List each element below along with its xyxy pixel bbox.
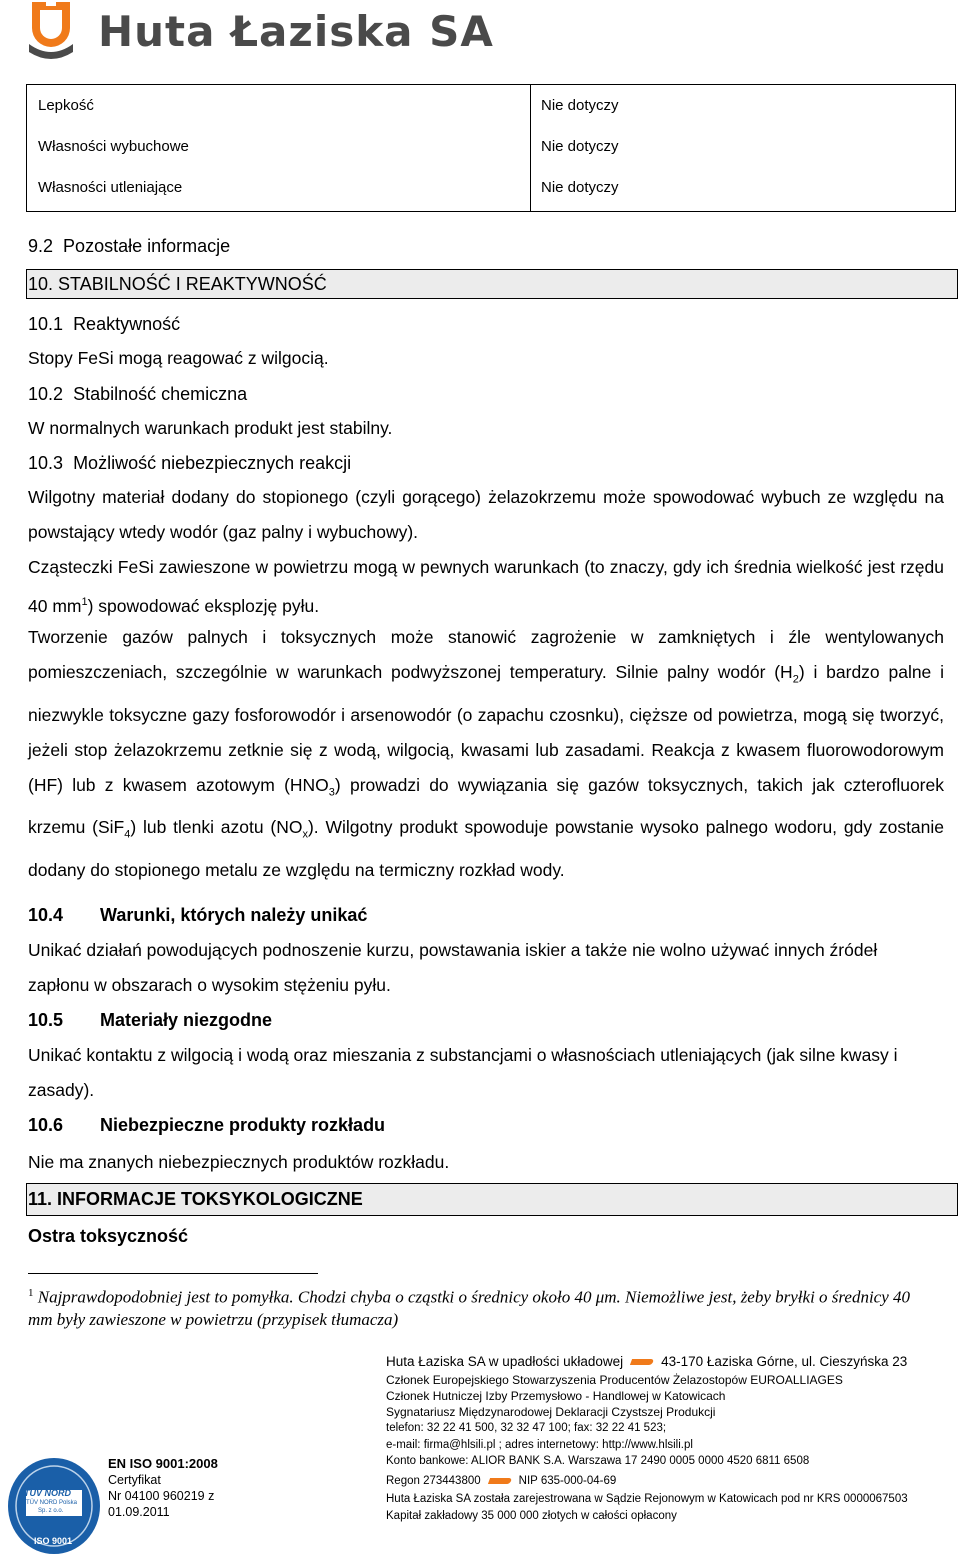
section-title: Materiały niezgodne bbox=[100, 1010, 273, 1030]
section-10-3-paragraph-3 bbox=[28, 620, 944, 888]
company-line-2: Członek Europejskiego Stowarzyszenia Producentów Żelazostopów EUROALLIAGES bbox=[386, 1373, 843, 1387]
property-name: Lepkość bbox=[38, 97, 94, 114]
text-run: ) i bardzo palne i niezwykle toksyczne gazy fosforowodór i arsenowodór (o zapachu czosnku), cięższe od powietrza, mogą się tworzyć, jeżeli stop żelazokrzemu zetknie się z wodą, wilgocią, kwasami lub zasadami. Reakcja z kwasem fluorowodorowym (HF) lub z kwasem azotowym (HNO bbox=[28, 662, 944, 795]
company-line-4: Sygnatariusz Międzynarodowej Deklaracji Czystszej Produkcji bbox=[386, 1405, 716, 1419]
badge-bottom-text: ISO 9001 bbox=[34, 1536, 73, 1546]
footnote-text: Najprawdopodobniej jest to pomyłka. Chodzi chyba o cząstki o średnicy około 40 μm. Niemożliwe jest, żeby bryłki o średnicy 40 mm były zawieszone w powietrzu (przypisek tłumacza) bbox=[28, 1287, 911, 1329]
company-capital: Kapitał zakładowy 35 000 000 złotych w całości opłacony bbox=[386, 1510, 677, 1522]
property-value: Nie dotyczy bbox=[541, 138, 619, 155]
text-run: Cząsteczki FeSi zawieszone w powietrzu mogą w pewnych warunkach (to znaczy, gdy ich średnia wielkość jest rzędu 40 mm bbox=[28, 557, 944, 616]
arrow-icon bbox=[630, 1359, 654, 1365]
section-number: 10.3 bbox=[28, 453, 64, 473]
text-run: Tworzenie gazów palnych i toksycznych może stanowić zagrożenie w zamkniętych i źle wentylowanych pomieszczeniach, szczególnie w warunkach podwyższonej temperatury. Silnie palny wodór (H bbox=[28, 627, 944, 682]
company-nip: NIP 635-000-04-69 bbox=[518, 1475, 617, 1487]
section-number: 10.4 bbox=[28, 905, 64, 925]
company-address: 43-170 Łaziska Górne, ul. Cieszyńska 23 bbox=[661, 1354, 908, 1369]
section-11-subheading: Ostra toksyczność bbox=[28, 1226, 189, 1246]
section-10-3-heading bbox=[28, 453, 351, 473]
arrow-icon bbox=[488, 1478, 512, 1484]
company-line-1 bbox=[386, 1354, 907, 1371]
section-title: Niebezpieczne produkty rozkładu bbox=[100, 1115, 386, 1135]
cert-label: Certyfikat bbox=[108, 1473, 161, 1487]
section-10-5-text: Unikać kontaktu z wilgocią i wodą oraz mieszania z substancjami o własnościach utleniających (jak silne kwasy i zasady). bbox=[28, 1045, 898, 1100]
section-title: Reaktywność bbox=[73, 314, 181, 334]
section-title: Warunki, których należy unikać bbox=[100, 905, 368, 925]
company-ids bbox=[386, 1473, 616, 1490]
cert-number: Nr 04100 960219 z bbox=[108, 1489, 215, 1503]
section-10-4-text: Unikać działań powodujących podnoszenie kurzu, powstawania iskier a także nie wolno używać innych źródeł zapłonu w obszarach o wysokim stężeniu pyłu. bbox=[28, 940, 878, 995]
footnote-ref: 1 bbox=[81, 596, 88, 608]
badge-sub-text: Sp. z o.o. bbox=[38, 1508, 64, 1514]
section-10-4-heading bbox=[28, 905, 628, 927]
footnote-divider bbox=[28, 1273, 318, 1274]
section-number: 10.5 bbox=[28, 1010, 64, 1030]
section-11-band bbox=[26, 1183, 958, 1216]
footnote bbox=[28, 1282, 938, 1331]
section-number: 10.1 bbox=[28, 314, 64, 334]
property-value: Nie dotyczy bbox=[541, 179, 619, 196]
section-10-1-heading bbox=[28, 314, 180, 334]
company-phone: telefon: 32 22 41 500, 32 32 47 100; fax: 32 22 41 523; bbox=[386, 1422, 667, 1434]
text-run: ) prowadzi do wywiązania się gazów toksycznych, takich jak czterofluorek krzemu (SiF bbox=[28, 774, 944, 837]
section-title: 10. STABILNOŚĆ I REAKTYWNOŚĆ bbox=[28, 274, 327, 294]
cert-date: 01.09.2011 bbox=[108, 1505, 170, 1519]
company-logo-icon bbox=[26, 0, 76, 62]
section-10-2-heading bbox=[28, 384, 247, 404]
properties-table bbox=[26, 84, 956, 212]
section-10-band bbox=[26, 269, 958, 299]
table-row bbox=[27, 85, 955, 126]
subscript: 3 bbox=[328, 786, 335, 798]
text-run: ) spowodować eksplozję pyłu. bbox=[87, 595, 320, 616]
company-name: Huta Łaziska SA w upadłości układowej bbox=[386, 1354, 624, 1369]
footnote-mark: 1 bbox=[28, 1287, 34, 1299]
text-run: ) lub tlenki azotu (NO bbox=[130, 817, 303, 837]
text-run: ). Wilgotny produkt spowoduje powstanie wysoko palnego wodoru, gdy zostanie dodany do stopionego metalu ze względu na termiczny rozkład wody. bbox=[28, 817, 945, 880]
section-10-2-text: W normalnych warunkach produkt jest stabilny. bbox=[28, 418, 393, 438]
section-10-6-text: Nie ma znanych niebezpiecznych produktów rozkładu. bbox=[28, 1152, 450, 1172]
badge-mid-text: TÜV NORD Polska bbox=[26, 1500, 78, 1506]
section-9-2-heading bbox=[28, 236, 230, 256]
section-title: Możliwość niebezpiecznych reakcji bbox=[73, 453, 352, 473]
section-10-6-heading bbox=[28, 1115, 628, 1137]
company-logo-text: Huta Łaziska SA bbox=[98, 7, 494, 56]
section-number: 10.2 bbox=[28, 384, 64, 404]
subscript: 4 bbox=[124, 828, 131, 841]
table-row bbox=[27, 167, 955, 208]
property-name: Własności wybuchowe bbox=[38, 138, 189, 155]
company-email: e-mail: firma@hlsili.pl ; adres internetowy: http://www.hlsili.pl bbox=[386, 1439, 693, 1451]
section-number: 9.2 bbox=[28, 236, 54, 256]
section-10-1-text: Stopy FeSi mogą reagować z wilgocią. bbox=[28, 348, 329, 368]
section-title: 11. INFORMACJE TOKSYKOLOGICZNE bbox=[28, 1189, 363, 1209]
company-regon: Regon 273443800 bbox=[386, 1475, 481, 1487]
section-title: Stabilność chemiczna bbox=[73, 384, 248, 404]
section-10-3-paragraph-2 bbox=[28, 550, 944, 624]
table-row bbox=[27, 126, 955, 167]
badge-top-text: TÜV NORD bbox=[24, 1488, 71, 1498]
company-bank: Konto bankowe: ALIOR BANK S.A. Warszawa 17 2490 0005 0000 4520 6811 6508 bbox=[386, 1455, 810, 1467]
section-title: Pozostałe informacje bbox=[63, 236, 231, 256]
section-10-3-paragraph-1: Wilgotny materiał dodany do stopionego (czyli gorącego) żelazokrzemu może spowodować wybuch ze względu na powstający wtedy wodór (gaz palny i wybuchowy). bbox=[28, 487, 944, 542]
subscript: x bbox=[302, 828, 308, 841]
cert-standard: EN ISO 9001:2008 bbox=[108, 1456, 218, 1471]
property-value: Nie dotyczy bbox=[541, 97, 619, 114]
section-number: 10.6 bbox=[28, 1115, 64, 1135]
section-10-5-heading bbox=[28, 1010, 628, 1032]
company-line-3: Członek Hutniczej Izby Przemysłowo - Handlowej w Katowicach bbox=[386, 1389, 726, 1403]
subscript: 2 bbox=[792, 673, 799, 686]
company-registration: Huta Łaziska SA została zarejestrowana w Sądzie Rejonowym w Katowicach pod nr KRS 0000067503 bbox=[386, 1493, 908, 1505]
property-name: Własności utleniające bbox=[38, 179, 183, 196]
